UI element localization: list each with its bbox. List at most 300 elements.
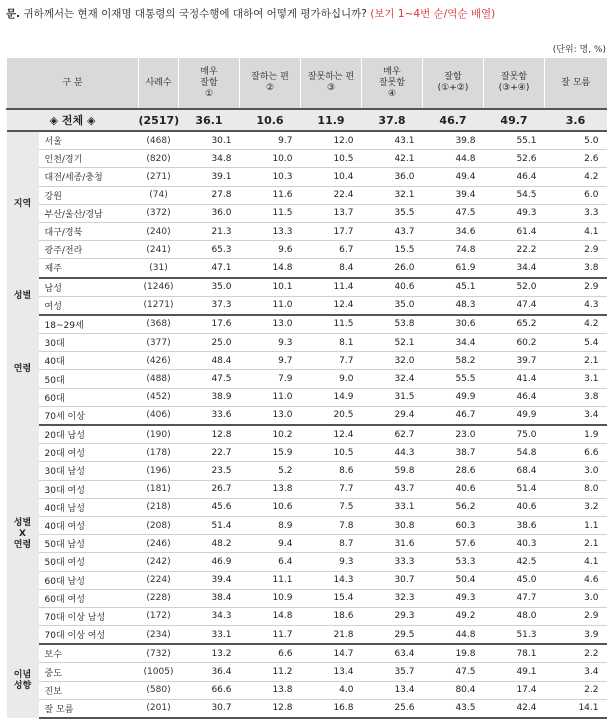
question-note: (보기 1~4번 순/역순 배열) xyxy=(366,8,496,20)
text-line: 잘함 xyxy=(200,77,218,88)
cell-c6: 17.4 xyxy=(484,681,545,699)
cell-c1: 22.7 xyxy=(179,444,240,462)
cell-c1: 48.4 xyxy=(179,352,240,370)
cell-c3: 10.5 xyxy=(301,150,362,168)
row-n: (246) xyxy=(139,535,179,553)
cell-c1: 26.7 xyxy=(179,480,240,498)
row-n: (1005) xyxy=(139,663,179,681)
cell-c4: 52.1 xyxy=(362,334,423,352)
text-line: ② xyxy=(265,83,275,93)
text-line: ③ xyxy=(326,83,336,93)
table-row xyxy=(7,406,607,425)
cell-c6: 49.1 xyxy=(484,663,545,681)
row-label: 50대 여성 xyxy=(39,553,139,571)
table-row xyxy=(7,462,607,480)
cell-c6: 48.0 xyxy=(484,607,545,625)
cell-c6: 41.4 xyxy=(484,370,545,388)
cell-c1: 48.2 xyxy=(179,535,240,553)
cell-c3: 7.5 xyxy=(301,498,362,516)
row-n: (241) xyxy=(139,241,179,259)
row-n: (201) xyxy=(139,699,179,718)
row-n: (732) xyxy=(139,644,179,663)
cell-c5: 49.9 xyxy=(423,388,484,406)
row-n: (377) xyxy=(139,334,179,352)
cell-c2: 11.2 xyxy=(240,663,301,681)
cell-c5: 48.3 xyxy=(423,296,484,315)
cell-c3: 12.4 xyxy=(301,425,362,444)
cell-c2: 7.9 xyxy=(240,370,301,388)
row-n: (208) xyxy=(139,516,179,534)
table-row xyxy=(7,315,607,334)
question-label: 문. xyxy=(6,8,21,20)
cell-c7: 6.6 xyxy=(545,444,607,462)
table-row xyxy=(7,352,607,370)
cell-c2: 15.9 xyxy=(240,444,301,462)
cell-c4: 36.0 xyxy=(362,168,423,186)
cell-c3: 10.4 xyxy=(301,168,362,186)
header-category: 구 분 xyxy=(7,58,139,109)
table-row xyxy=(7,553,607,571)
cell-c3: 20.5 xyxy=(301,406,362,425)
total-c4: 37.8 xyxy=(362,109,423,131)
cell-c2: 12.8 xyxy=(240,699,301,718)
cell-c3: 15.4 xyxy=(301,589,362,607)
total-c7: 3.6 xyxy=(545,109,607,131)
group-0 xyxy=(7,131,607,278)
cell-c6: 68.4 xyxy=(484,462,545,480)
cell-c5: 30.6 xyxy=(423,315,484,334)
cell-c6: 45.0 xyxy=(484,571,545,589)
cell-c7: 5.4 xyxy=(545,334,607,352)
cell-c2: 10.0 xyxy=(240,150,301,168)
cell-c2: 10.3 xyxy=(240,168,301,186)
cell-c5: 57.6 xyxy=(423,535,484,553)
cell-c3: 8.4 xyxy=(301,259,362,278)
row-label: 남성 xyxy=(39,278,139,297)
row-label: 40대 xyxy=(39,352,139,370)
cell-c1: 23.5 xyxy=(179,462,240,480)
row-label: 60대 남성 xyxy=(39,571,139,589)
row-label: 18~29세 xyxy=(39,315,139,334)
cell-c7: 2.9 xyxy=(545,278,607,297)
header-c6 xyxy=(484,58,545,109)
table-row xyxy=(7,644,607,663)
row-label: 30대 xyxy=(39,334,139,352)
cell-c5: 60.3 xyxy=(423,516,484,534)
cell-c2: 9.7 xyxy=(240,131,301,150)
group-label xyxy=(7,315,39,425)
row-n: (234) xyxy=(139,626,179,645)
cell-c7: 3.0 xyxy=(545,462,607,480)
table-row xyxy=(7,241,607,259)
cell-c7: 2.2 xyxy=(545,644,607,663)
cell-c2: 11.1 xyxy=(240,571,301,589)
cell-c5: 47.5 xyxy=(423,204,484,222)
cell-c6: 49.3 xyxy=(484,204,545,222)
cell-c2: 13.0 xyxy=(240,406,301,425)
cell-c5: 38.7 xyxy=(423,444,484,462)
text-line: 잘못하는 편 xyxy=(307,72,355,82)
cell-c1: 47.1 xyxy=(179,259,240,278)
row-label: 20대 여성 xyxy=(39,444,139,462)
cell-c4: 32.3 xyxy=(362,589,423,607)
table-row xyxy=(7,699,607,718)
cell-c2: 10.2 xyxy=(240,425,301,444)
cell-c3: 8.6 xyxy=(301,462,362,480)
text-line: 성별 xyxy=(13,290,32,301)
cell-c5: 74.8 xyxy=(423,241,484,259)
cell-c5: 19.8 xyxy=(423,644,484,663)
table-row xyxy=(7,370,607,388)
row-label: 대구/경북 xyxy=(39,222,139,240)
cell-c3: 14.7 xyxy=(301,644,362,663)
row-label: 인천/경기 xyxy=(39,150,139,168)
total-n: (2517) xyxy=(139,109,179,131)
cell-c5: 45.1 xyxy=(423,278,484,297)
cell-c4: 35.7 xyxy=(362,663,423,681)
row-label: 잘 모름 xyxy=(39,699,139,718)
row-label: 50대 남성 xyxy=(39,535,139,553)
cell-c4: 35.5 xyxy=(362,204,423,222)
cell-c3: 8.7 xyxy=(301,535,362,553)
cell-c2: 6.4 xyxy=(240,553,301,571)
cell-c3: 22.4 xyxy=(301,186,362,204)
cell-c3: 21.8 xyxy=(301,626,362,645)
cell-c7: 2.9 xyxy=(545,607,607,625)
row-label: 60대 여성 xyxy=(39,589,139,607)
cell-c6: 54.5 xyxy=(484,186,545,204)
cell-c6: 34.4 xyxy=(484,259,545,278)
cell-c1: 37.3 xyxy=(179,296,240,315)
cell-c4: 32.4 xyxy=(362,370,423,388)
cell-c6: 42.5 xyxy=(484,553,545,571)
cell-c1: 12.8 xyxy=(179,425,240,444)
cell-c5: 58.2 xyxy=(423,352,484,370)
cell-c4: 32.1 xyxy=(362,186,423,204)
row-n: (218) xyxy=(139,498,179,516)
cell-c3: 7.7 xyxy=(301,352,362,370)
group-3 xyxy=(7,425,607,644)
cell-c1: 13.2 xyxy=(179,644,240,663)
cell-c5: 50.4 xyxy=(423,571,484,589)
row-n: (452) xyxy=(139,388,179,406)
cell-c7: 4.2 xyxy=(545,168,607,186)
cell-c4: 30.7 xyxy=(362,571,423,589)
table-row xyxy=(7,296,607,315)
table-row xyxy=(7,168,607,186)
text-line: 성향 xyxy=(13,681,32,692)
table-row xyxy=(7,259,607,278)
cell-c2: 9.4 xyxy=(240,535,301,553)
table-row xyxy=(7,425,607,444)
cell-c2: 8.9 xyxy=(240,516,301,534)
cell-c5: 23.0 xyxy=(423,425,484,444)
cell-c5: 47.5 xyxy=(423,663,484,681)
row-label: 40대 남성 xyxy=(39,498,139,516)
cell-c5: 39.8 xyxy=(423,131,484,150)
cell-c3: 11.5 xyxy=(301,315,362,334)
row-label: 광주/전라 xyxy=(39,241,139,259)
text-line: 매우 xyxy=(383,66,401,77)
cell-c1: 66.6 xyxy=(179,681,240,699)
cell-c1: 46.9 xyxy=(179,553,240,571)
row-label: 부산/울산/경남 xyxy=(39,204,139,222)
cell-c7: 3.0 xyxy=(545,589,607,607)
cell-c7: 4.3 xyxy=(545,296,607,315)
cell-c4: 29.3 xyxy=(362,607,423,625)
cell-c7: 1.1 xyxy=(545,516,607,534)
cell-c7: 2.1 xyxy=(545,535,607,553)
cell-c1: 33.6 xyxy=(179,406,240,425)
cell-c3: 9.0 xyxy=(301,370,362,388)
header-row xyxy=(7,58,607,109)
cell-c2: 10.9 xyxy=(240,589,301,607)
cell-c5: 40.6 xyxy=(423,480,484,498)
results-table xyxy=(6,58,607,719)
cell-c4: 35.0 xyxy=(362,296,423,315)
text-line: 이념 xyxy=(13,670,32,681)
cell-c4: 32.0 xyxy=(362,352,423,370)
row-n: (74) xyxy=(139,186,179,204)
cell-c3: 16.8 xyxy=(301,699,362,718)
cell-c1: 38.9 xyxy=(179,388,240,406)
header-c5 xyxy=(423,58,484,109)
table-row xyxy=(7,444,607,462)
row-label: 진보 xyxy=(39,681,139,699)
cell-c7: 14.1 xyxy=(545,699,607,718)
text-line: (①+②) xyxy=(437,83,469,93)
cell-c7: 4.6 xyxy=(545,571,607,589)
cell-c6: 55.1 xyxy=(484,131,545,150)
cell-c5: 55.5 xyxy=(423,370,484,388)
cell-c4: 29.4 xyxy=(362,406,423,425)
cell-c4: 43.1 xyxy=(362,131,423,150)
row-label: 강원 xyxy=(39,186,139,204)
cell-c7: 2.2 xyxy=(545,681,607,699)
cell-c6: 65.2 xyxy=(484,315,545,334)
cell-c5: 53.3 xyxy=(423,553,484,571)
group-1 xyxy=(7,278,607,315)
cell-c3: 10.5 xyxy=(301,444,362,462)
text-line: ① xyxy=(204,88,214,99)
row-n: (1246) xyxy=(139,278,179,297)
cell-c2: 10.1 xyxy=(240,278,301,297)
text-line: 잘못함 xyxy=(500,72,528,82)
cell-c3: 9.3 xyxy=(301,553,362,571)
cell-c3: 13.7 xyxy=(301,204,362,222)
cell-c3: 14.3 xyxy=(301,571,362,589)
cell-c4: 43.7 xyxy=(362,222,423,240)
cell-c5: 80.4 xyxy=(423,681,484,699)
cell-c6: 39.7 xyxy=(484,352,545,370)
cell-c7: 4.1 xyxy=(545,222,607,240)
cell-c7: 3.2 xyxy=(545,498,607,516)
cell-c4: 31.6 xyxy=(362,535,423,553)
table-row xyxy=(7,480,607,498)
row-n: (488) xyxy=(139,370,179,388)
cell-c6: 42.4 xyxy=(484,699,545,718)
row-label: 여성 xyxy=(39,296,139,315)
total-c1: 36.1 xyxy=(179,109,240,131)
row-n: (368) xyxy=(139,315,179,334)
row-label: 서울 xyxy=(39,131,139,150)
cell-c4: 33.1 xyxy=(362,498,423,516)
row-label: 70대 이상 남성 xyxy=(39,607,139,625)
cell-c7: 3.3 xyxy=(545,204,607,222)
row-label: 제주 xyxy=(39,259,139,278)
table-row xyxy=(7,663,607,681)
text-line: ④ xyxy=(387,88,397,99)
cell-c1: 51.4 xyxy=(179,516,240,534)
table-row xyxy=(7,131,607,150)
text-line: 잘 모름 xyxy=(561,77,591,88)
cell-c6: 51.3 xyxy=(484,626,545,645)
row-n: (196) xyxy=(139,462,179,480)
cell-c5: 49.3 xyxy=(423,589,484,607)
text-line: 성별 xyxy=(13,518,32,529)
cell-c2: 11.7 xyxy=(240,626,301,645)
row-n: (190) xyxy=(139,425,179,444)
cell-c2: 9.7 xyxy=(240,352,301,370)
row-n: (172) xyxy=(139,607,179,625)
header-c1 xyxy=(179,58,240,109)
cell-c5: 43.5 xyxy=(423,699,484,718)
cell-c3: 11.4 xyxy=(301,278,362,297)
cell-c4: 62.7 xyxy=(362,425,423,444)
group-4 xyxy=(7,644,607,718)
total-c6: 49.7 xyxy=(484,109,545,131)
cell-c6: 40.3 xyxy=(484,535,545,553)
cell-c1: 33.1 xyxy=(179,626,240,645)
cell-c6: 60.2 xyxy=(484,334,545,352)
cell-c6: 47.4 xyxy=(484,296,545,315)
row-label: 20대 남성 xyxy=(39,425,139,444)
cell-c3: 12.0 xyxy=(301,131,362,150)
table-row xyxy=(7,626,607,645)
cell-c1: 25.0 xyxy=(179,334,240,352)
cell-c2: 14.8 xyxy=(240,607,301,625)
cell-c6: 54.8 xyxy=(484,444,545,462)
cell-c7: 3.4 xyxy=(545,406,607,425)
cell-c3: 14.9 xyxy=(301,388,362,406)
row-n: (1271) xyxy=(139,296,179,315)
row-n: (372) xyxy=(139,204,179,222)
cell-c3: 4.0 xyxy=(301,681,362,699)
cell-c6: 51.4 xyxy=(484,480,545,498)
cell-c2: 11.0 xyxy=(240,388,301,406)
table-row xyxy=(7,516,607,534)
cell-c2: 13.8 xyxy=(240,480,301,498)
header-c2 xyxy=(240,58,301,109)
cell-c2: 9.3 xyxy=(240,334,301,352)
row-n: (426) xyxy=(139,352,179,370)
table-row xyxy=(7,204,607,222)
cell-c7: 2.6 xyxy=(545,150,607,168)
cell-c3: 7.7 xyxy=(301,480,362,498)
cell-c6: 52.0 xyxy=(484,278,545,297)
cell-c5: 44.8 xyxy=(423,626,484,645)
cell-c7: 4.2 xyxy=(545,315,607,334)
cell-c5: 44.8 xyxy=(423,150,484,168)
cell-c4: 15.5 xyxy=(362,241,423,259)
row-n: (240) xyxy=(139,222,179,240)
cell-c6: 78.1 xyxy=(484,644,545,663)
cell-c1: 30.7 xyxy=(179,699,240,718)
cell-c5: 34.4 xyxy=(423,334,484,352)
question xyxy=(6,6,606,22)
cell-c4: 33.3 xyxy=(362,553,423,571)
cell-c1: 17.6 xyxy=(179,315,240,334)
row-n: (580) xyxy=(139,681,179,699)
cell-c6: 38.6 xyxy=(484,516,545,534)
cell-c7: 3.9 xyxy=(545,626,607,645)
cell-c6: 22.2 xyxy=(484,241,545,259)
row-n: (178) xyxy=(139,444,179,462)
table-row xyxy=(7,535,607,553)
cell-c1: 30.1 xyxy=(179,131,240,150)
row-label: 60대 xyxy=(39,388,139,406)
row-n: (406) xyxy=(139,406,179,425)
cell-c6: 47.7 xyxy=(484,589,545,607)
cell-c4: 59.8 xyxy=(362,462,423,480)
cell-c2: 11.6 xyxy=(240,186,301,204)
cell-c7: 4.1 xyxy=(545,553,607,571)
text-line: X xyxy=(19,529,26,540)
cell-c2: 10.6 xyxy=(240,498,301,516)
cell-c6: 61.4 xyxy=(484,222,545,240)
question-text: 귀하께서는 현재 이재명 대통령의 국정수행에 대하여 어떻게 평가하십니까? xyxy=(20,8,367,20)
cell-c5: 39.4 xyxy=(423,186,484,204)
group-label xyxy=(7,278,39,315)
row-n: (31) xyxy=(139,259,179,278)
cell-c1: 45.6 xyxy=(179,498,240,516)
row-label: 30대 여성 xyxy=(39,480,139,498)
table-row xyxy=(7,681,607,699)
text-line: 지역 xyxy=(13,199,32,210)
cell-c5: 49.2 xyxy=(423,607,484,625)
cell-c3: 12.4 xyxy=(301,296,362,315)
cell-c7: 6.0 xyxy=(545,186,607,204)
total-c3: 11.9 xyxy=(301,109,362,131)
total-label: ◈ 전체 ◈ xyxy=(7,109,139,131)
cell-c3: 13.4 xyxy=(301,663,362,681)
total-c2: 10.6 xyxy=(240,109,301,131)
cell-c5: 34.6 xyxy=(423,222,484,240)
cell-c6: 46.4 xyxy=(484,388,545,406)
cell-c2: 5.2 xyxy=(240,462,301,480)
cell-c1: 39.1 xyxy=(179,168,240,186)
cell-c7: 3.1 xyxy=(545,370,607,388)
row-n: (271) xyxy=(139,168,179,186)
row-n: (224) xyxy=(139,571,179,589)
cell-c7: 3.8 xyxy=(545,388,607,406)
cell-c4: 25.6 xyxy=(362,699,423,718)
text-line: 잘함 xyxy=(444,72,462,82)
cell-c2: 9.6 xyxy=(240,241,301,259)
header-c4 xyxy=(362,58,423,109)
text-line: 잘하는 편 xyxy=(251,72,289,82)
header-n: 사례수 xyxy=(139,58,179,109)
cell-c2: 13.3 xyxy=(240,222,301,240)
cell-c1: 21.3 xyxy=(179,222,240,240)
total-row xyxy=(7,109,607,131)
text-line: 연령 xyxy=(13,364,32,375)
table-row xyxy=(7,589,607,607)
cell-c4: 40.6 xyxy=(362,278,423,297)
cell-c6: 40.6 xyxy=(484,498,545,516)
cell-c4: 43.7 xyxy=(362,480,423,498)
cell-c2: 11.5 xyxy=(240,204,301,222)
